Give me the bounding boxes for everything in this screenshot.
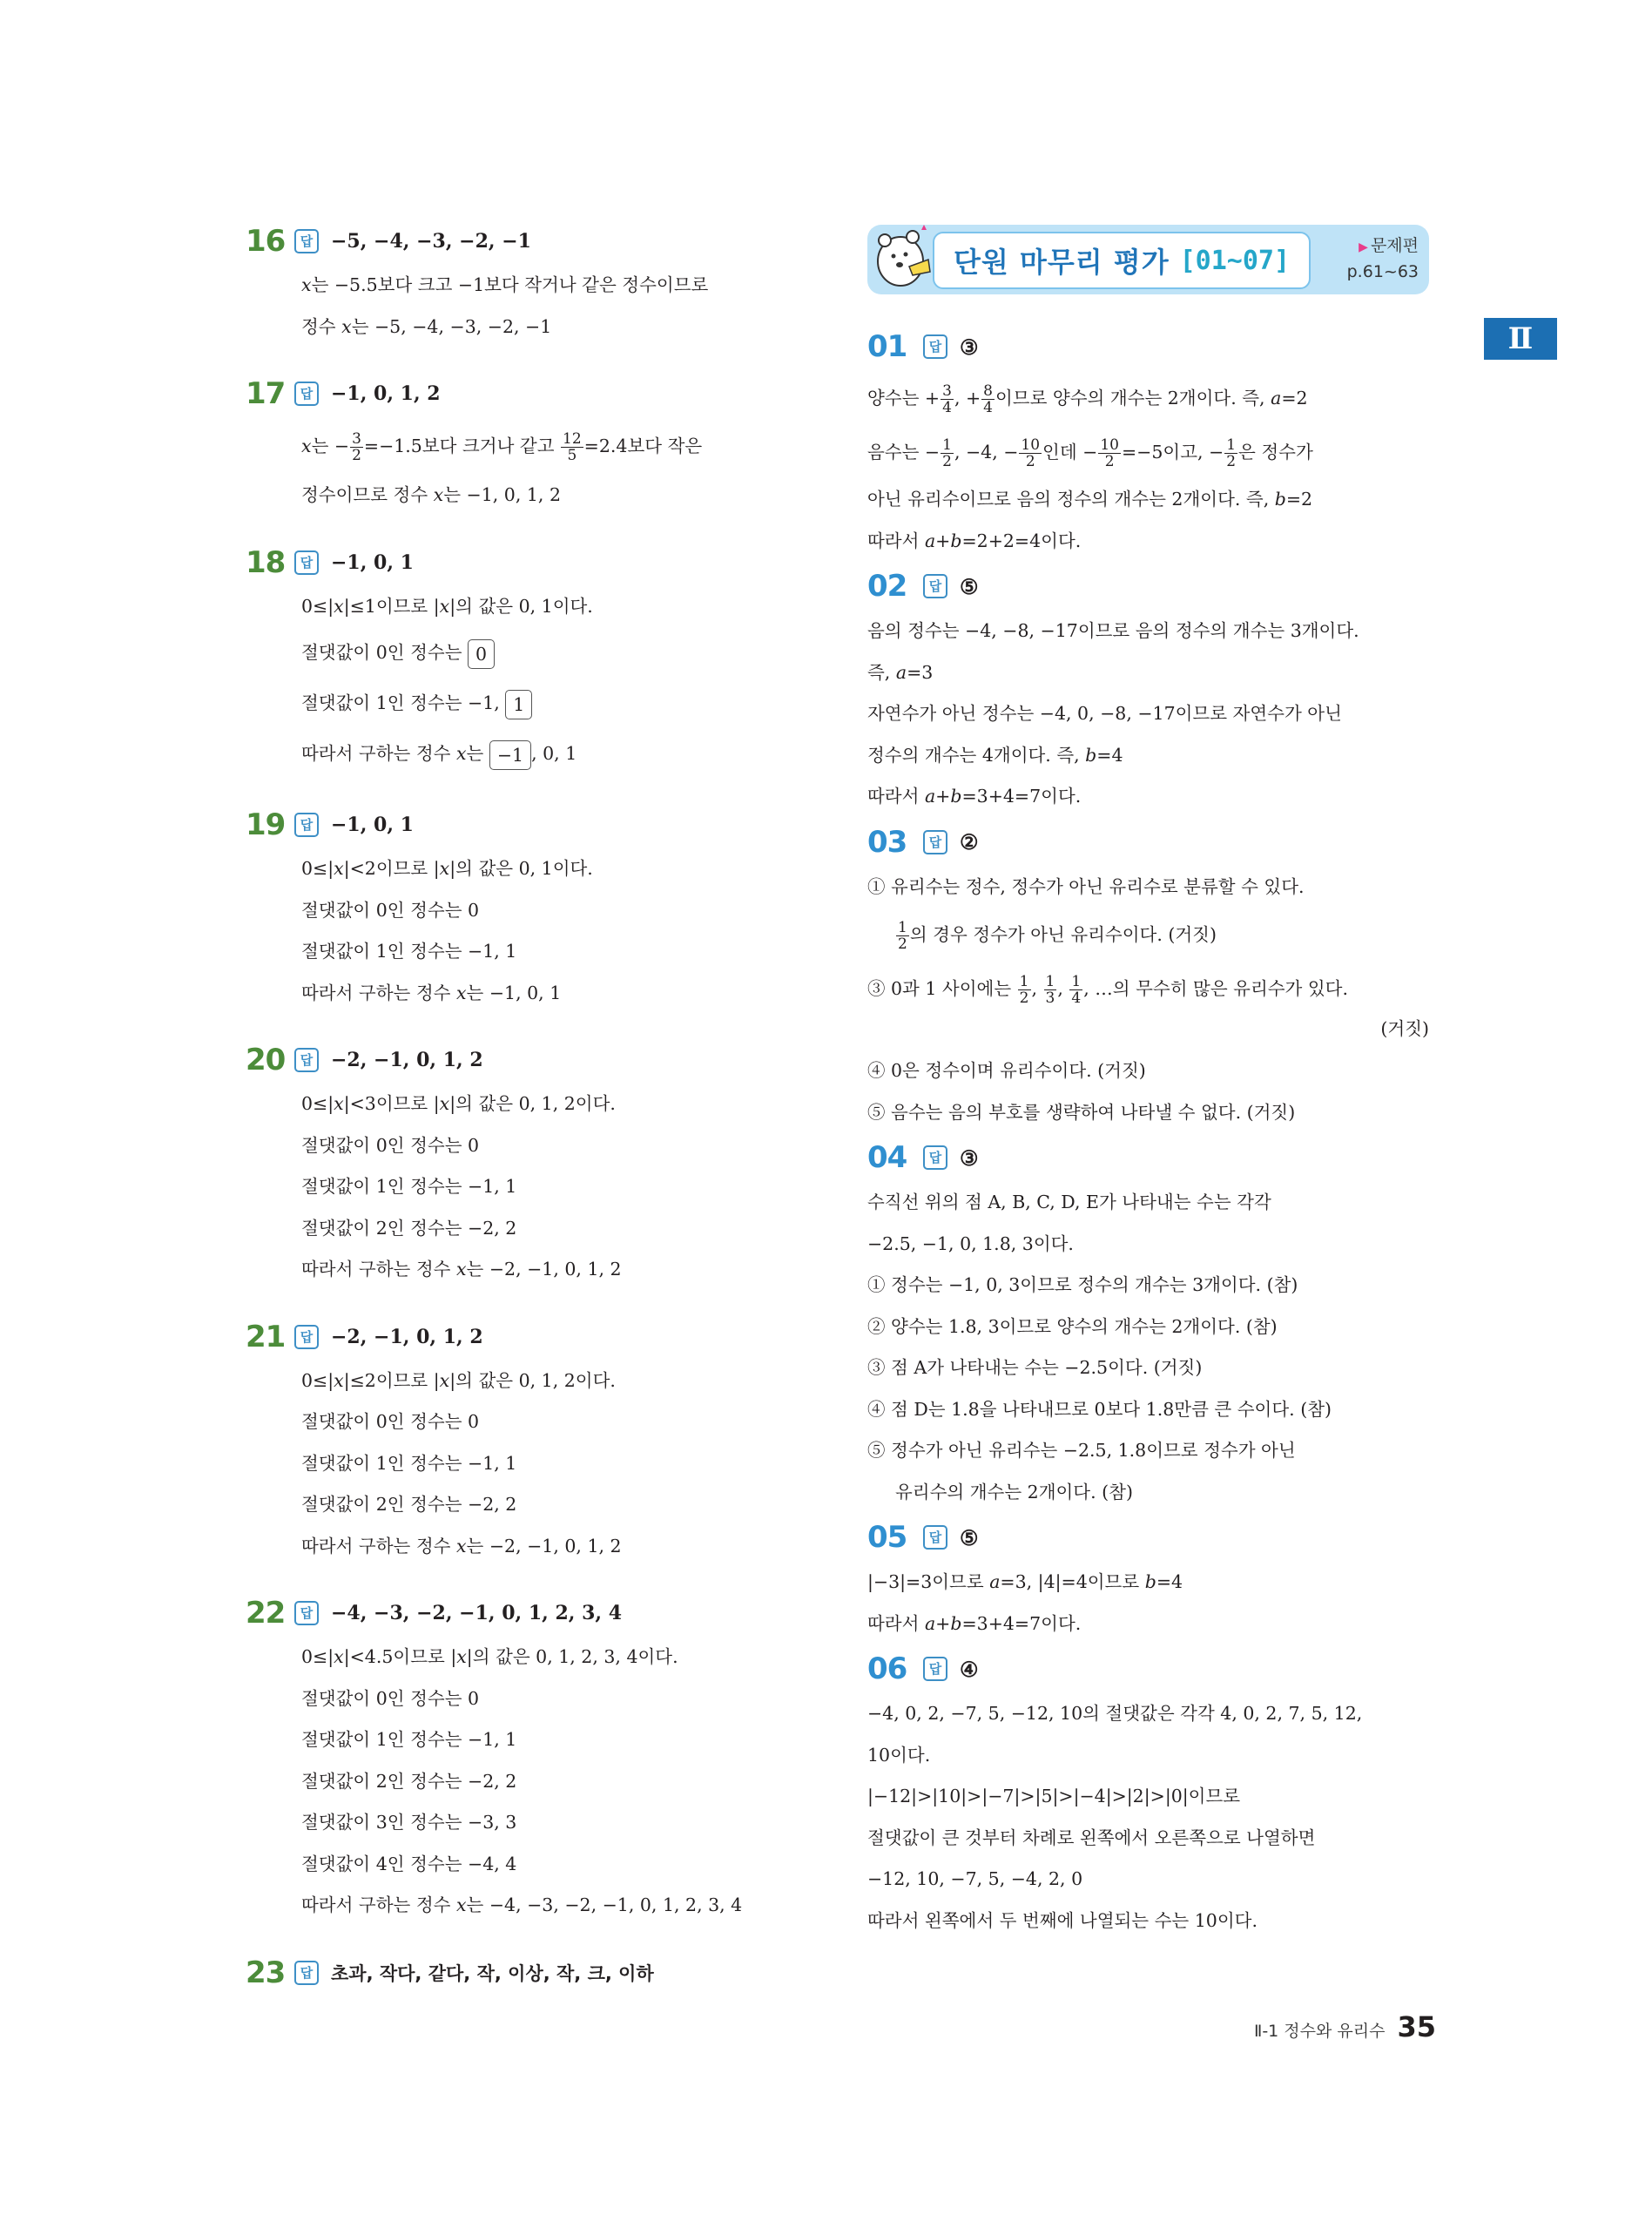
explanation-line: 절댓값이 3인 정수는 −3, 3: [301, 1812, 517, 1833]
explanation-line: 0≤|x|<3이므로 |x|의 값은 0, 1, 2이다.: [301, 1093, 616, 1114]
answer-choice: ⑤: [960, 573, 979, 599]
ref-label: 문제편: [1370, 236, 1419, 255]
answer-item-19: [246, 801, 803, 1014]
explanation-line: 0≤|x|≤2이므로 |x|의 값은 0, 1, 2이다.: [301, 1369, 616, 1391]
ref-pages: p.61~63: [1346, 262, 1419, 281]
answer-item-17: [246, 370, 803, 517]
right-column: [867, 322, 1429, 1942]
explanation-line: ⑤ 음수는 음의 부호를 생략하여 나타낼 수 없다. (거짓): [867, 1101, 1296, 1123]
explanation-line: ① 유리수는 정수, 정수가 아닌 유리수로 분류할 수 있다.: [867, 875, 1305, 897]
answer-badge-icon: 답: [923, 1525, 947, 1550]
page-number: 35: [1397, 2010, 1436, 2043]
question-number: 21: [246, 1319, 286, 1354]
answer-choice: ③: [960, 1145, 979, 1171]
explanation-line: 따라서 구하는 정수 x는 −4, −3, −2, −1, 0, 1, 2, 3, 4: [301, 1894, 743, 1915]
question-number: 05: [867, 1520, 907, 1555]
boxed-value: 0: [468, 639, 495, 669]
explanation-line: 정수의 개수는 4개이다. 즉, b=4: [867, 744, 1123, 766]
explanation-line: |−12|>|10|>|−7|>|5|>|−4|>|2|>|0|이므로: [867, 1786, 1241, 1806]
answer-badge-icon: 답: [294, 550, 319, 575]
explanation-line: 따라서 구하는 정수 x는 −2, −1, 0, 1, 2: [301, 1535, 622, 1557]
explanation-line: 절댓값이 0인 정수는 0: [301, 627, 803, 678]
explanation-line: 따라서 a+b=3+4=7이다.: [867, 1612, 1082, 1634]
unit-tab: Ⅱ: [1484, 318, 1557, 360]
answer-text: −2, −1, 0, 1, 2: [331, 1325, 483, 1348]
question-number: 03: [867, 824, 907, 860]
answer-text: −1, 0, 1: [331, 550, 414, 574]
answer-item-16: [246, 218, 803, 348]
question-number: 20: [246, 1043, 286, 1077]
question-number: 16: [246, 224, 286, 259]
bear-mascot-icon: [871, 218, 934, 296]
answer-badge-icon: 답: [294, 813, 319, 837]
explanation-line: ③ 점 A가 나타내는 수는 −2.5이다. (거짓): [867, 1357, 1203, 1378]
left-column: [246, 218, 803, 1996]
explanation-line: 따라서 구하는 정수 x는 −1, 0, 1: [301, 982, 562, 1003]
answer-item-23: [246, 1949, 803, 1996]
explanation-line: ③ 0과 1 사이에는 $\frac{1}{2}$ , $\frac{1}{3}$ , $\frac{1}{4}$ , …의 무수히 많은 유리수가 있다.: [867, 973, 1348, 1007]
explanation-line: 정수 x는 −5, −4, −3, −2, −1: [301, 315, 552, 337]
explanation-line: −2.5, −1, 0, 1.8, 3이다.: [867, 1232, 1074, 1254]
answer-badge-icon: 답: [923, 1145, 947, 1170]
question-number: 19: [246, 807, 286, 842]
page-footer: [1254, 2010, 1436, 2043]
explanation-line: 자연수가 아닌 정수는 −4, 0, −8, −17이므로 자연수가 아닌: [867, 703, 1342, 724]
explanation-line: 0≤|x|≤1이므로 |x|의 값은 0, 1이다.: [301, 595, 593, 617]
answer-badge-icon: 답: [923, 1657, 947, 1681]
answer-text: −1, 0, 1, 2: [331, 382, 441, 405]
explanation-line: 따라서 a+b=2+2=4이다.: [867, 530, 1082, 551]
question-number: 23: [246, 1955, 286, 1990]
explanation-line: 0≤|x|<4.5이므로 |x|의 값은 0, 1, 2, 3, 4이다.: [301, 1646, 678, 1667]
explanation-line: (거짓): [1380, 1018, 1429, 1039]
explanation-line: 따라서 왼쪽에서 두 번째에 나열되는 수는 10이다.: [867, 1909, 1258, 1931]
explanation-line: 절댓값이 1인 정수는 −1, 1: [301, 1729, 517, 1750]
boxed-value: 1: [505, 690, 532, 719]
answer-text: −4, −3, −2, −1, 0, 1, 2, 3, 4: [331, 1602, 623, 1624]
explanation-line: 절댓값이 0인 정수는 0: [301, 1687, 480, 1709]
answer-item-21: [246, 1313, 803, 1568]
section-banner: [867, 225, 1429, 294]
explanation-line: ④ 0은 정수이며 유리수이다. (거짓): [867, 1060, 1146, 1081]
explanation-line: 절댓값이 1인 정수는 −1, 1: [301, 678, 803, 728]
explanation-line: −12, 10, −7, 5, −4, 2, 0: [867, 1868, 1083, 1889]
explanation-line: 절댓값이 4인 정수는 −4, 4: [301, 1853, 517, 1874]
explanation-line: |−3|=3이므로 a=3, |4|=4이므로 b=4: [867, 1571, 1183, 1592]
answer-choice: ④: [960, 1656, 979, 1682]
answer-choice: ③: [960, 334, 979, 360]
answer-item-05: [867, 1513, 1429, 1644]
explanation-line: 절댓값이 1인 정수는 −1, 1: [301, 1176, 517, 1197]
answer-choice: ②: [960, 829, 979, 854]
explanation-line: 절댓값이 2인 정수는 −2, 2: [301, 1494, 517, 1515]
answer-item-03: [867, 818, 1429, 1134]
explanation-line: 양수는 + $\frac{3}{4}$ , + $\frac{8}{4}$ 이므로 양수의 개수는 2개이다. 즉, a=2: [867, 382, 1308, 416]
banner-range: [01~07]: [1179, 245, 1291, 276]
answer-badge-icon: 답: [923, 830, 947, 854]
boxed-value: −1: [489, 740, 531, 770]
answer-badge-icon: 답: [294, 1325, 319, 1349]
answer-item-18: [246, 539, 803, 780]
explanation-line: 0≤|x|<2이므로 |x|의 값은 0, 1이다.: [301, 858, 593, 879]
answer-item-02: [867, 562, 1429, 818]
answer-choice: ⑤: [960, 1524, 979, 1550]
explanation-line: ④ 점 D는 1.8을 나타내므로 0보다 1.8만큼 큰 수이다. (참): [867, 1398, 1332, 1420]
answer-badge-icon: 답: [923, 334, 947, 359]
answer-item-04: [867, 1133, 1429, 1513]
triangle-icon: ▶: [1359, 240, 1368, 254]
explanation-line: 수직선 위의 점 A, B, C, D, E가 나타내는 수는 각각: [867, 1192, 1271, 1212]
explanation-line: 절댓값이 0인 정수는 0: [301, 1134, 480, 1156]
question-number: 04: [867, 1140, 907, 1175]
explanation-line: ⑤ 정수가 아닌 유리수는 −2.5, 1.8이므로 정수가 아닌: [867, 1440, 1296, 1461]
banner-reference: [1347, 233, 1419, 284]
question-number: 22: [246, 1596, 286, 1631]
explanation-line: x는 −5.5보다 크고 −1보다 작거나 같은 정수이므로: [301, 274, 709, 295]
answer-item-01: [867, 322, 1429, 562]
explanation-line: ② 양수는 1.8, 3이므로 양수의 개수는 2개이다. (참): [867, 1315, 1278, 1337]
answer-text: −5, −4, −3, −2, −1: [331, 230, 531, 253]
answer-badge-icon: 답: [294, 382, 319, 406]
answer-badge-icon: 답: [294, 229, 319, 253]
explanation-line: 정수이므로 정수 x는 −1, 0, 1, 2: [301, 484, 561, 505]
explanation-line: x는 − $\frac{3}{2}$ =−1.5보다 크거나 같고 $\frac{12}{5}$ =2.4보다 작은: [301, 430, 703, 464]
explanation-line: ① 정수는 −1, 0, 3이므로 정수의 개수는 3개이다. (참): [867, 1274, 1298, 1295]
answer-badge-icon: 답: [294, 1048, 319, 1072]
question-number: 06: [867, 1651, 907, 1686]
explanation-line: 절댓값이 1인 정수는 −1, 1: [301, 1452, 517, 1474]
explanation-line: 10이다.: [867, 1744, 931, 1766]
explanation-line: 절댓값이 0인 정수는 0: [301, 899, 480, 921]
explanation-line: 절댓값이 2인 정수는 −2, 2: [301, 1217, 517, 1239]
explanation-line: 음수는 − $\frac{1}{2}$ , −4, − $\frac{10}{2}$ 인데 − $\frac{10}{2}$ =−5이고, − $\frac{1}{2}$ 은 정수가: [867, 436, 1313, 470]
explanation-line: 절댓값이 1인 정수는 −1, 1: [301, 941, 517, 962]
explanation-line: 즉, a=3: [867, 661, 934, 683]
answer-item-06: [867, 1644, 1429, 1942]
explanation-line: 음의 정수는 −4, −8, −17이므로 음의 정수의 개수는 3개이다.: [867, 620, 1359, 641]
answer-item-20: [246, 1037, 803, 1291]
question-number: 01: [867, 329, 907, 364]
explanation-line: 따라서 구하는 정수 x는 −1 , 0, 1: [301, 728, 803, 779]
answer-text: −2, −1, 0, 1, 2: [331, 1049, 483, 1071]
chapter-label: Ⅱ-1 정수와 유리수: [1253, 2022, 1386, 2041]
explanation-line: 따라서 구하는 정수 x는 −2, −1, 0, 1, 2: [301, 1259, 622, 1280]
answer-text: −1, 0, 1: [331, 814, 414, 836]
question-number: 18: [246, 544, 286, 580]
explanation-line: −4, 0, 2, −7, 5, −12, 10의 절댓값은 각각 4, 0, 2, 7, 5, 12,: [867, 1703, 1363, 1724]
question-number: 17: [246, 376, 286, 411]
explanation-line: 절댓값이 0인 정수는 0: [301, 1411, 480, 1432]
answer-item-22: [246, 1590, 803, 1927]
answer-text: 초과, 작다, 같다, 작, 이상, 작, 크, 이하: [331, 1962, 654, 1984]
answer-badge-icon: 답: [294, 1961, 319, 1985]
explanation-line: $\frac{1}{2}$ 의 경우 정수가 아닌 유리수이다. (거짓): [898, 919, 1217, 953]
explanation-line: 절댓값이 큰 것부터 차례로 왼쪽에서 오른쪽으로 나열하면: [867, 1827, 1316, 1848]
banner-title-box: [933, 232, 1311, 289]
explanation-line: 유리수의 개수는 2개이다. (참): [895, 1481, 1133, 1503]
explanation-line: 아닌 유리수이므로 음의 정수의 개수는 2개이다. 즉, b=2: [867, 489, 1313, 510]
answer-badge-icon: 답: [294, 1601, 319, 1625]
answer-badge-icon: 답: [923, 574, 947, 598]
explanation-line: 따라서 a+b=3+4=7이다.: [867, 786, 1082, 807]
banner-title: 단원 마무리 평가: [953, 246, 1170, 279]
explanation-line: 절댓값이 2인 정수는 −2, 2: [301, 1770, 517, 1792]
question-number: 02: [867, 569, 907, 604]
